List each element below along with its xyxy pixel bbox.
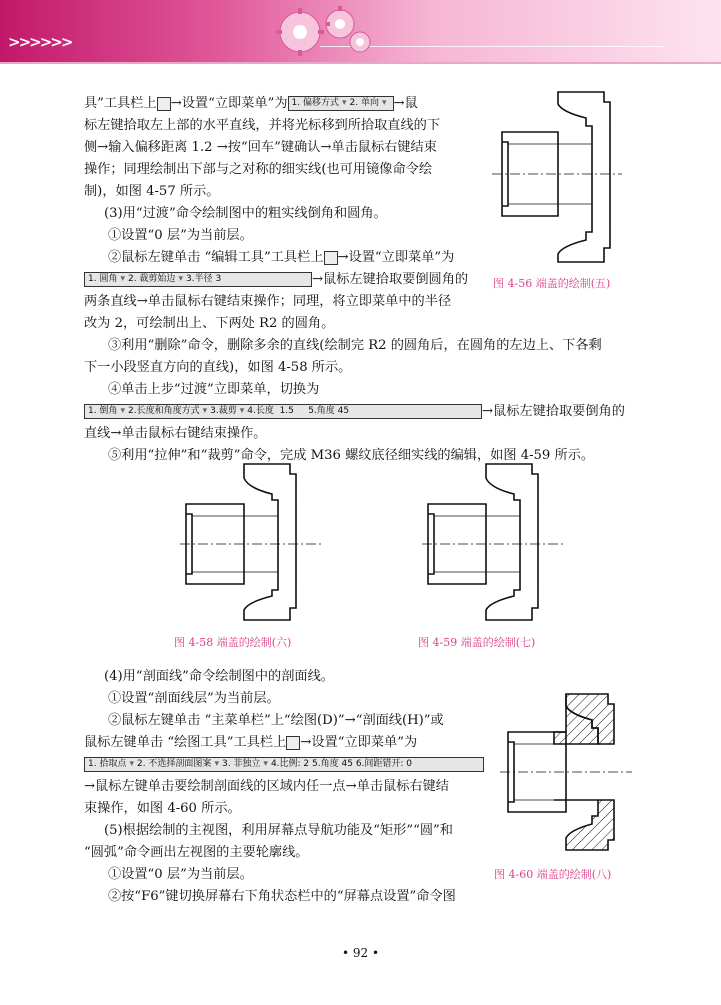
figure-caption: 图 4-56 端盖的绘制(五)	[493, 277, 611, 290]
text-line: 直线→单击鼠标右键结束操作。	[84, 426, 267, 441]
text-line: 束操作，如图 4-60 所示。	[84, 801, 241, 816]
text-line: 两条直线→单击鼠标右键结束操作；同理，将立即菜单中的半径	[84, 294, 452, 309]
text-line: 下一小段竖直方向的直线)，如图 4-58 所示。	[84, 360, 352, 375]
text-line	[84, 754, 484, 776]
page-header	[0, 0, 721, 62]
text-line: ②鼠标左键单击 “编辑工具”工具栏上 →设置“立即菜单”为	[108, 250, 455, 265]
text-line: →鼠标左键单击要绘制剖面线的区域内任一点→单击鼠标右键结	[84, 779, 449, 794]
header-chevrons: >>>>>>	[8, 33, 72, 51]
page-number: • 92 •	[341, 946, 380, 960]
figure-caption: 图 4-60 端盖的绘制(八)	[494, 868, 612, 881]
figure-caption: 图 4-59 端盖的绘制(七)	[418, 636, 536, 649]
text-line: “圆弧”命令画出左视图的主要轮廓线。	[84, 845, 309, 860]
hatch-menu-toolbar: 1. 拾取点 ▾ 2. 不选择剖面图案 ▾ 3. 非独立 ▾ 4.比例: 2 5.角度 45 6.间距错开: 0	[84, 757, 484, 772]
text-line: 改为 2，可绘制出上、下两处 R2 的圆角。	[84, 316, 335, 331]
hatch-tool-icon	[286, 736, 300, 750]
line-tool-icon	[157, 97, 171, 111]
text-line: ①设置“0 层”为当前层。	[108, 228, 253, 243]
text-line: 鼠标左键单击 “绘图工具”工具栏上 →设置“立即菜单”为	[84, 735, 418, 750]
text-line: ②鼠标左键单击 “主菜单栏”上“绘图(D)”→“剖面线(H)”或	[108, 713, 444, 728]
fillet-tool-icon	[324, 251, 338, 265]
figure-4-58	[176, 460, 326, 625]
text-line: 具”工具栏上 →设置“立即菜单”为 1. 偏移方式 ▾ 2. 单向 ▾ →鼠	[84, 96, 418, 111]
figure-caption: 图 4-58 端盖的绘制(六)	[174, 636, 292, 649]
text-line: 操作；同理绘制出下部与之对称的细实线(也可用镜像命令绘	[84, 162, 433, 177]
text-line: ③利用“删除”命令，删除多余的直线(绘制完 R2 的圆角后，在圆角的左边上、下各剩	[108, 338, 602, 353]
text-line: 1. 圆角 ▾ 2. 裁剪始边 ▾ 3.半径 3 →鼠标左键拾取要倒圆角的	[84, 269, 468, 291]
text-line: (5)根据绘制的主视图，利用屏幕点导航功能及“矩形”“圆”和	[104, 823, 453, 838]
gear-icon	[268, 2, 378, 60]
text-line: ④单击上步“过渡”立即菜单，切换为	[108, 382, 320, 397]
text-line: 侧→输入偏移距离 1.2 →按“回车”键确认→单击鼠标右键结束	[84, 140, 437, 155]
text-line: 制)，如图 4-57 所示。	[84, 184, 220, 199]
text-line: ②按“F6”键切换屏幕右下角状态栏中的“屏幕点设置”命令图	[108, 889, 456, 904]
chamfer-menu-toolbar: 1. 倒角 ▾ 2.长度和角度方式 ▾ 3.裁剪 ▾ 4.长度 1.5 5.角度 45	[84, 404, 482, 419]
fillet-menu-toolbar: 1. 圆角 ▾ 2. 裁剪始边 ▾ 3.半径 3	[84, 272, 312, 287]
figure-4-59	[420, 460, 570, 625]
figure-4-60	[496, 688, 636, 858]
offset-menu-toolbar: 1. 偏移方式 ▾ 2. 单向 ▾	[288, 96, 394, 111]
text-line: 1. 倒角 ▾ 2.长度和角度方式 ▾ 3.裁剪 ▾ 4.长度 1.5 5.角度 45 →鼠标左键拾取要倒角的	[84, 401, 625, 423]
text-line: ①设置“剖面线层”为当前层。	[108, 691, 280, 706]
text-line: (3)用“过渡”命令绘制图中的粗实线倒角和圆角。	[104, 206, 387, 221]
header-underline	[0, 62, 721, 64]
text-line: (4)用“剖面线”命令绘制图中的剖面线。	[104, 669, 334, 684]
figure-4-56	[488, 82, 628, 267]
text-line: 标左键拾取左上部的水平直线，并将光标移到所拾取直线的下	[84, 118, 441, 133]
text-line: ①设置“0 层”为当前层。	[108, 867, 253, 882]
text-line: ⑤利用“拉伸”和“裁剪”命令，完成 M36 螺纹底径细实线的编辑，如图 4-59 所示。	[108, 448, 595, 463]
